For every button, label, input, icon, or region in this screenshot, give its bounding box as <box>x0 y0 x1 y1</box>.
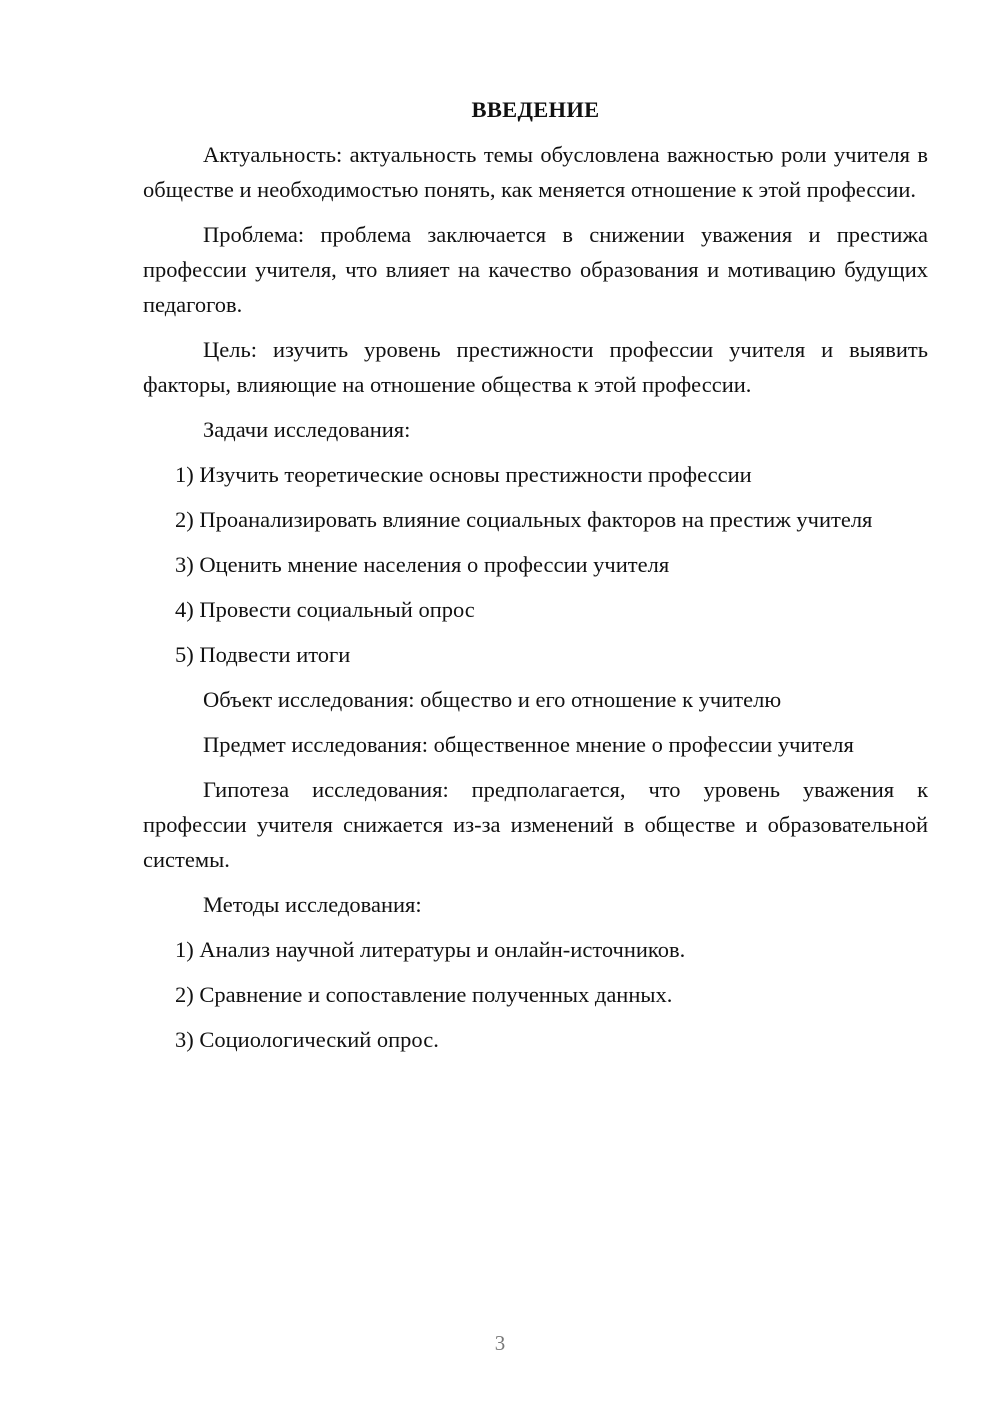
subject-paragraph: Предмет исследования: общественное мнение о профессии учителя <box>203 732 854 757</box>
task-item: 3) Оценить мнение населения о профессии учителя <box>175 552 670 577</box>
hypothesis-paragraph: Гипотеза исследования: предполагается, что уровень уважения к профессии учителя снижается из-за изменений в обществе и образовательной системы. <box>143 777 928 872</box>
section-heading: ВВЕДЕНИЕ <box>471 97 600 122</box>
task-item: 5) Подвести итоги <box>175 642 351 667</box>
task-item: 4) Провести социальный опрос <box>175 597 475 622</box>
method-item: 3) Социологический опрос. <box>175 1027 439 1052</box>
tasks-title: Задачи исследования: <box>203 417 411 442</box>
object-paragraph: Объект исследования: общество и его отношение к учителю <box>203 687 782 712</box>
problem-paragraph: Проблема: проблема заключается в снижении уважения и престижа профессии учителя, что влияет на качество образования и мотивацию будущих педагогов. <box>143 222 928 317</box>
document-page <box>143 92 928 1067</box>
method-item: 1) Анализ научной литературы и онлайн-источников. <box>175 937 686 962</box>
page-number: 3 <box>494 1331 506 1355</box>
relevance-paragraph: Актуальность: актуальность темы обусловлена важностью роли учителя в обществе и необходимостью понять, как меняется отношение к этой профессии. <box>143 142 928 202</box>
methods-title: Методы исследования: <box>203 892 422 917</box>
task-item: 2) Проанализировать влияние социальных факторов на престиж учителя <box>175 507 873 532</box>
task-item: 1) Изучить теоретические основы престижности профессии <box>175 462 752 487</box>
goal-paragraph: Цель: изучить уровень престижности профессии учителя и выявить факторы, влияющие на отношение общества к этой профессии. <box>143 337 928 397</box>
method-item: 2) Сравнение и сопоставление полученных данных. <box>175 982 673 1007</box>
